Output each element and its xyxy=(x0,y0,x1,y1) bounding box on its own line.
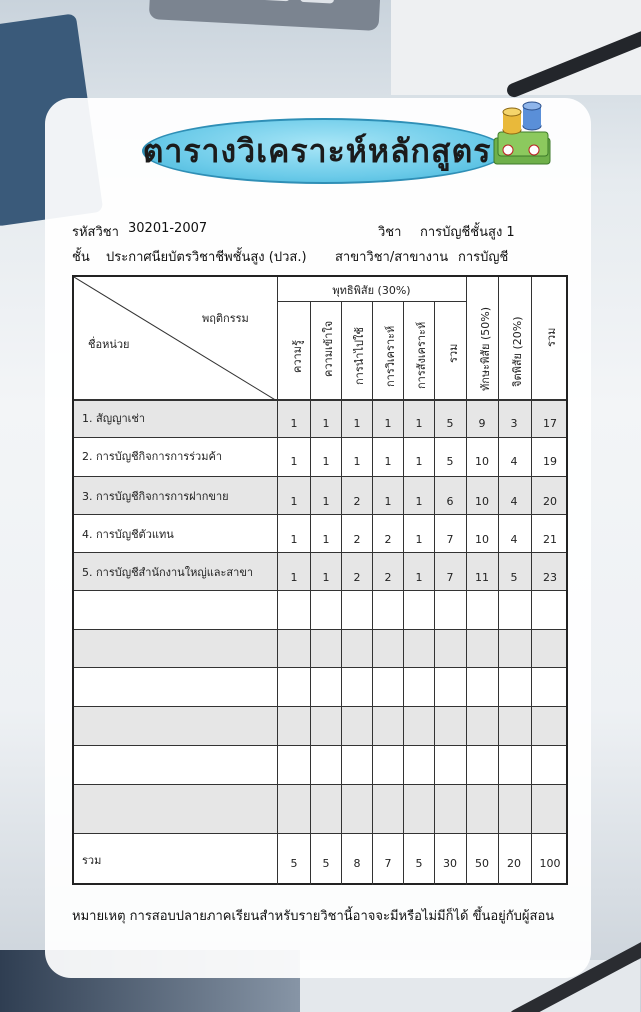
col-header-attitude: จิตพิสัย (20%) xyxy=(511,316,524,387)
total-cell: 5 xyxy=(290,857,298,870)
table-cell: 21 xyxy=(543,533,557,546)
department-value: การบัญชี xyxy=(458,250,509,265)
curriculum-analysis-table xyxy=(72,275,568,885)
table-cell: 4 xyxy=(510,533,518,546)
table-cell: 1 xyxy=(322,571,330,584)
unit-row-label: 1. สัญญาเช่า xyxy=(82,412,146,425)
table-cell: 1 xyxy=(415,495,423,508)
table-cell: 10 xyxy=(475,495,489,508)
subject-name: การบัญชีชั้นสูง 1 xyxy=(420,225,515,240)
table-cell: 1 xyxy=(384,495,392,508)
total-cell: 100 xyxy=(539,857,561,870)
table-cell: 7 xyxy=(446,533,454,546)
total-cell: 50 xyxy=(475,857,489,870)
col-header-application: การนำไปใช้ xyxy=(353,327,366,385)
level-value: ประกาศนียบัตรวิชาชีพชั้นสูง (ปวส.) xyxy=(106,250,307,265)
table-cell: 1 xyxy=(415,417,423,430)
table-cell: 1 xyxy=(322,533,330,546)
unit-row-label: 5. การบัญชีสำนักงานใหญ่และสาขา xyxy=(82,566,254,579)
table-cell: 19 xyxy=(543,455,557,468)
table-cell: 3 xyxy=(510,417,518,430)
col-header-analysis: การวิเคราะห์ xyxy=(384,325,397,387)
total-cell: 7 xyxy=(384,857,392,870)
course-code-label: รหัสวิชา xyxy=(72,225,119,240)
table-cell: 2 xyxy=(353,495,361,508)
table-cell: 7 xyxy=(446,571,454,584)
col-header-synthesis: การสังเคราะห์ xyxy=(415,321,428,389)
table-cell: 5 xyxy=(446,417,454,430)
col-header-cognitive-total: รวม xyxy=(447,343,460,363)
table-cell: 5 xyxy=(510,571,518,584)
corner-unit-label: ชื่อหน่วย xyxy=(88,338,130,351)
table-cell: 17 xyxy=(543,417,557,430)
table-cell: 5 xyxy=(446,455,454,468)
course-code: 30201-2007 xyxy=(128,221,208,236)
table-cell: 2 xyxy=(353,571,361,584)
table-cell: 1 xyxy=(322,455,330,468)
table-cell: 1 xyxy=(415,571,423,584)
table-cell: 1 xyxy=(322,417,330,430)
table-cell: 4 xyxy=(510,495,518,508)
table-cell: 23 xyxy=(543,571,557,584)
col-header-skill: ทักษะพิสัย (50%) xyxy=(479,306,492,391)
table-cell: 1 xyxy=(415,455,423,468)
total-cell: 30 xyxy=(443,857,457,870)
table-cell: 1 xyxy=(290,417,298,430)
table-cell: 6 xyxy=(446,495,454,508)
table-cell: 1 xyxy=(322,495,330,508)
unit-row-label: 4. การบัญชีตัวแทน xyxy=(82,528,174,541)
title-banner xyxy=(142,112,502,184)
unit-row-label: 3. การบัญชีกิจการการฝากขาย xyxy=(82,490,229,503)
total-cell: 5 xyxy=(322,857,330,870)
table-cell: 2 xyxy=(353,533,361,546)
unit-row-label: 2. การบัญชีกิจการการร่วมค้า xyxy=(82,450,223,463)
table-cell: 10 xyxy=(475,455,489,468)
table-cell: 1 xyxy=(353,455,361,468)
col-header-knowledge: ความรู้ xyxy=(291,340,304,373)
table-cell: 9 xyxy=(478,417,486,430)
page-title: ตารางวิเคราะห์หลักสูตร xyxy=(142,132,492,170)
table-cell: 1 xyxy=(290,571,298,584)
corner-behavior-label: พฤติกรรม xyxy=(202,312,249,325)
table-cell: 11 xyxy=(475,571,489,584)
cognitive-group-header: พุทธิพิสัย (30%) xyxy=(332,284,411,297)
department-label: สาขาวิชา/สาขางาน xyxy=(335,250,449,265)
total-row-label: รวม xyxy=(82,854,102,867)
table-cell: 1 xyxy=(384,417,392,430)
table-cell: 1 xyxy=(384,455,392,468)
table-cell: 2 xyxy=(384,533,392,546)
table-cell: 1 xyxy=(353,417,361,430)
table-cell: 10 xyxy=(475,533,489,546)
col-header-understanding: ความเข้าใจ xyxy=(322,320,335,377)
total-cell: 20 xyxy=(507,857,521,870)
subject-label: วิชา xyxy=(378,225,402,240)
total-cell: 8 xyxy=(353,857,361,870)
table-cell: 1 xyxy=(290,495,298,508)
footnote: หมายเหตุ การสอบปลายภาคเรียนสำหรับรายวิชานี้อาจจะมีหรือไม่มีก็ได้ ขึ้นอยู่กับผู้สอน xyxy=(72,909,555,924)
col-header-grand-total: รวม xyxy=(545,327,558,347)
coins-money-icon xyxy=(488,100,558,170)
total-cell: 5 xyxy=(415,857,423,870)
table-cell: 2 xyxy=(384,571,392,584)
table-cell: 1 xyxy=(415,533,423,546)
table-cell: 20 xyxy=(543,495,557,508)
level-label: ชั้น xyxy=(72,250,90,265)
table-cell: 4 xyxy=(510,455,518,468)
table-cell: 1 xyxy=(290,533,298,546)
table-cell: 1 xyxy=(290,455,298,468)
